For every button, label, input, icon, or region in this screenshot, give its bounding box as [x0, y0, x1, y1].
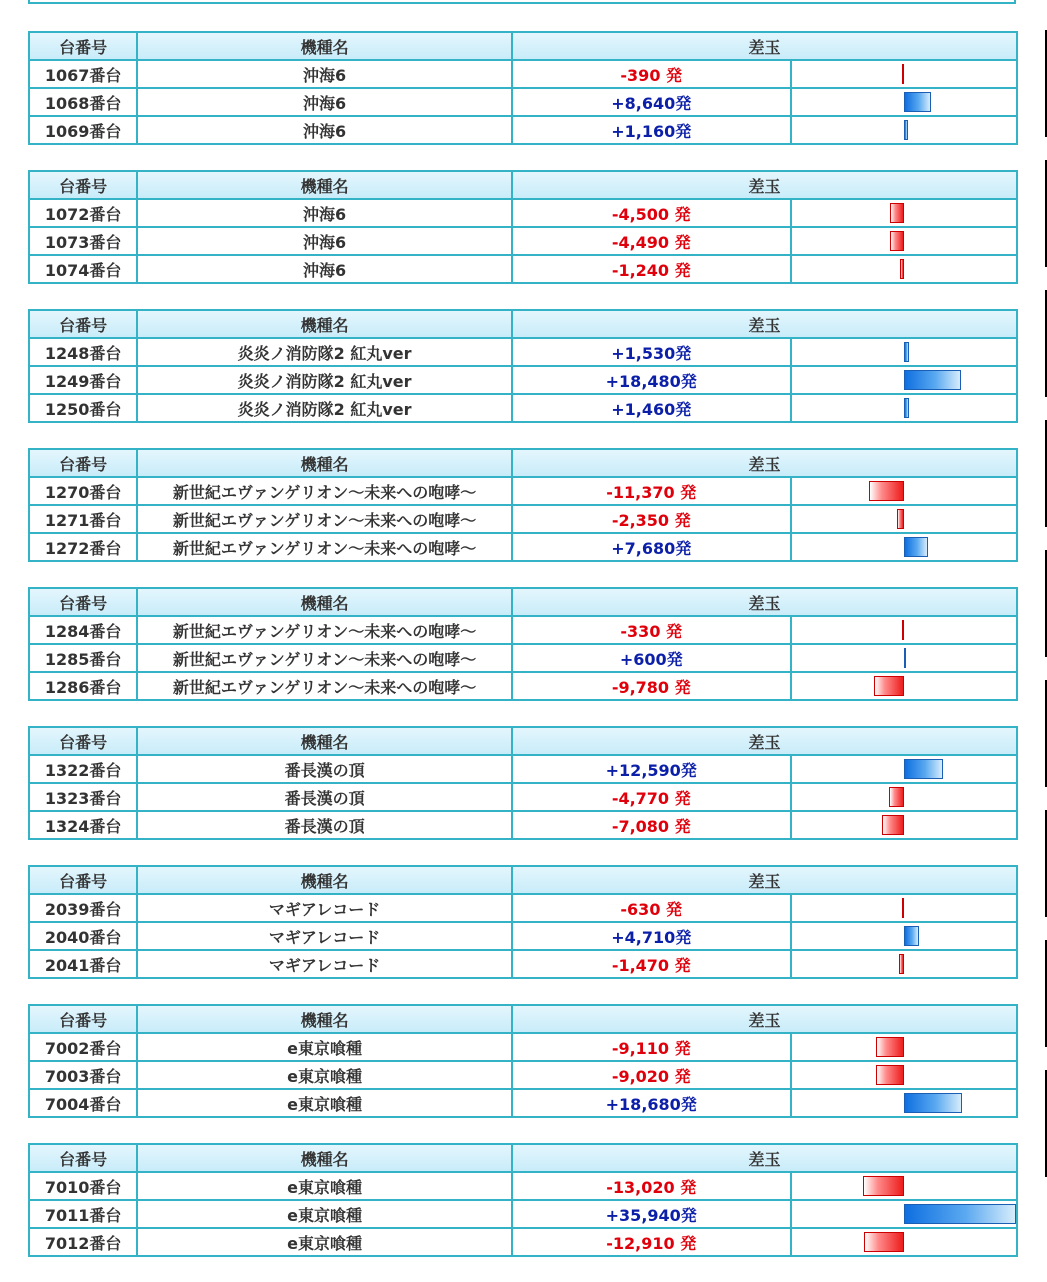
machine-model: 番長漢の頂 [137, 783, 512, 811]
diff-value [512, 811, 791, 839]
machine-model: 沖海6 [137, 60, 512, 88]
diff-value [512, 1200, 791, 1228]
diff-bar-cell [791, 227, 1018, 255]
machine-model: 沖海6 [137, 199, 512, 227]
machine-number: 1073番台 [29, 227, 137, 255]
diff-number: +1,160 [611, 121, 676, 141]
table-row [29, 1089, 1017, 1117]
diff-bar-positive [904, 92, 931, 112]
machine-model: 新世紀エヴァンゲリオン～未来への咆哮～ [137, 505, 512, 533]
header-diff: 差玉 [512, 866, 1017, 894]
diff-bar-positive [904, 759, 943, 779]
diff-bar-cell [791, 394, 1018, 422]
machine-model: 炎炎ノ消防隊2 紅丸ver [137, 394, 512, 422]
diff-value [512, 950, 791, 978]
diff-value [512, 1061, 791, 1089]
header-number: 台番号 [29, 1144, 137, 1172]
table-row [29, 922, 1017, 950]
table-row [29, 672, 1017, 700]
machine-model: 沖海6 [137, 227, 512, 255]
header-number: 台番号 [29, 449, 137, 477]
table-row [29, 60, 1017, 88]
diff-unit: 発 [669, 677, 691, 697]
diff-number: -12,910 [606, 1233, 675, 1253]
table-row [29, 1172, 1017, 1200]
diff-unit: 発 [674, 482, 697, 502]
machine-model: e東京喰種 [137, 1172, 512, 1200]
header-diff: 差玉 [512, 171, 1017, 199]
diff-bar-positive [904, 370, 961, 390]
diff-bar-negative [863, 1176, 904, 1196]
machine-number: 1323番台 [29, 783, 137, 811]
machine-number: 1271番台 [29, 505, 137, 533]
diff-bar-positive [904, 398, 909, 418]
diff-value [512, 255, 791, 283]
diff-bar-cell [791, 1200, 1018, 1228]
diff-bar-negative [869, 481, 904, 501]
diff-number: +8,640 [611, 93, 676, 113]
diff-bar-cell [791, 755, 1018, 783]
machine-model: マギアレコード [137, 894, 512, 922]
header-number: 台番号 [29, 1005, 137, 1033]
diff-unit: 発 [675, 399, 692, 419]
diff-unit: 発 [680, 1205, 697, 1225]
machine-number: 2039番台 [29, 894, 137, 922]
table-row [29, 88, 1017, 116]
diff-number: -1,470 [611, 955, 670, 975]
header-number: 台番号 [29, 32, 137, 60]
diff-number: -11,370 [606, 482, 675, 502]
diff-bar-cell [791, 533, 1018, 561]
previous-table-bottom-edge [28, 0, 1016, 4]
diff-bar-negative [900, 259, 904, 279]
diff-bar-cell [791, 672, 1018, 700]
diff-bar-negative [899, 954, 904, 974]
machine-group-table [28, 865, 1018, 979]
header-row [29, 310, 1017, 338]
table-row [29, 116, 1017, 144]
diff-bar-cell [791, 338, 1018, 366]
machine-model: マギアレコード [137, 950, 512, 978]
table-row [29, 255, 1017, 283]
diff-value [512, 1033, 791, 1061]
header-diff: 差玉 [512, 588, 1017, 616]
diff-number: +1,460 [611, 399, 676, 419]
diff-unit: 発 [669, 1038, 691, 1058]
diff-bar-cell [791, 1033, 1018, 1061]
diff-number: +4,710 [611, 927, 676, 947]
diff-value [512, 60, 791, 88]
header-model: 機種名 [137, 1144, 512, 1172]
machine-group-table [28, 587, 1018, 701]
machine-model: 新世紀エヴァンゲリオン～未来への咆哮～ [137, 477, 512, 505]
diff-unit: 発 [660, 899, 683, 919]
diff-number: -4,500 [611, 204, 670, 224]
diff-number: +12,590 [605, 760, 681, 780]
diff-unit: 発 [674, 1177, 697, 1197]
diff-number: -9,780 [611, 677, 670, 697]
diff-number: +18,480 [605, 371, 681, 391]
header-diff: 差玉 [512, 449, 1017, 477]
diff-value [512, 116, 791, 144]
table-row [29, 644, 1017, 672]
diff-number: +1,530 [611, 343, 676, 363]
diff-value [512, 366, 791, 394]
diff-value [512, 227, 791, 255]
header-diff: 差玉 [512, 310, 1017, 338]
machine-number: 1324番台 [29, 811, 137, 839]
diff-unit: 発 [669, 510, 691, 530]
diff-bar-cell [791, 116, 1018, 144]
machine-model: e東京喰種 [137, 1033, 512, 1061]
header-diff: 差玉 [512, 1144, 1017, 1172]
machine-model: 炎炎ノ消防隊2 紅丸ver [137, 366, 512, 394]
machine-model: 番長漢の頂 [137, 811, 512, 839]
header-number: 台番号 [29, 727, 137, 755]
machine-number: 1067番台 [29, 60, 137, 88]
diff-bar-negative [897, 509, 904, 529]
diff-unit: 発 [675, 343, 692, 363]
machine-number: 7004番台 [29, 1089, 137, 1117]
diff-value [512, 338, 791, 366]
diff-bar-positive [904, 120, 908, 140]
diff-number: -9,110 [611, 1038, 670, 1058]
diff-bar-cell [791, 811, 1018, 839]
diff-value [512, 644, 791, 672]
machine-group-table [28, 170, 1018, 284]
diff-value [512, 477, 791, 505]
machine-number: 7011番台 [29, 1200, 137, 1228]
diff-number: +7,680 [611, 538, 676, 558]
diff-bar-negative [902, 898, 904, 918]
header-model: 機種名 [137, 32, 512, 60]
machine-group-table [28, 1004, 1018, 1118]
diff-value [512, 755, 791, 783]
table-row [29, 199, 1017, 227]
diff-bar-cell [791, 366, 1018, 394]
diff-value [512, 894, 791, 922]
machine-number: 1286番台 [29, 672, 137, 700]
machine-group-table [28, 448, 1018, 562]
table-row [29, 950, 1017, 978]
diff-value [512, 1089, 791, 1117]
diff-unit: 発 [669, 204, 691, 224]
header-row [29, 171, 1017, 199]
diff-bar-cell [791, 616, 1018, 644]
diff-unit: 発 [675, 927, 692, 947]
diff-unit: 発 [680, 371, 697, 391]
diff-unit: 発 [675, 93, 692, 113]
diff-bar-positive [904, 926, 919, 946]
table-row [29, 755, 1017, 783]
table-row [29, 477, 1017, 505]
machine-model: e東京喰種 [137, 1200, 512, 1228]
diff-number: +35,940 [605, 1205, 681, 1225]
diff-number: -7,080 [611, 816, 670, 836]
machine-number: 1272番台 [29, 533, 137, 561]
diff-bar-cell [791, 255, 1018, 283]
diff-bar-cell [791, 88, 1018, 116]
diff-bar-negative [876, 1065, 904, 1085]
diff-bar-cell [791, 1172, 1018, 1200]
diff-bar-cell [791, 477, 1018, 505]
machine-number: 1249番台 [29, 366, 137, 394]
table-row [29, 533, 1017, 561]
diff-unit: 発 [674, 1233, 697, 1253]
diff-number: -330 [620, 621, 661, 641]
diff-number: -630 [620, 899, 661, 919]
diff-unit: 発 [666, 649, 683, 669]
diff-bar-negative [902, 620, 904, 640]
diff-value [512, 533, 791, 561]
diff-bar-positive [904, 1204, 1016, 1224]
header-model: 機種名 [137, 449, 512, 477]
header-row [29, 1005, 1017, 1033]
diff-bar-negative [890, 231, 904, 251]
diff-unit: 発 [660, 65, 683, 85]
diff-bar-negative [876, 1037, 904, 1057]
header-model: 機種名 [137, 171, 512, 199]
diff-value [512, 1172, 791, 1200]
diff-bar-negative [864, 1232, 904, 1252]
table-row [29, 338, 1017, 366]
header-model: 機種名 [137, 1005, 512, 1033]
diff-bar-cell [791, 60, 1018, 88]
diff-number: -4,770 [611, 788, 670, 808]
table-row [29, 366, 1017, 394]
machine-number: 1069番台 [29, 116, 137, 144]
machine-model: 新世紀エヴァンゲリオン～未来への咆哮～ [137, 644, 512, 672]
diff-value [512, 199, 791, 227]
diff-unit: 発 [669, 260, 691, 280]
machine-model: 新世紀エヴァンゲリオン～未来への咆哮～ [137, 533, 512, 561]
machine-model: 番長漢の頂 [137, 755, 512, 783]
table-row [29, 1200, 1017, 1228]
diff-bar-cell [791, 1228, 1018, 1256]
header-diff: 差玉 [512, 1005, 1017, 1033]
diff-unit: 発 [669, 232, 691, 252]
machine-number: 7012番台 [29, 1228, 137, 1256]
diff-bar-cell [791, 1061, 1018, 1089]
diff-unit: 発 [669, 1066, 691, 1086]
header-number: 台番号 [29, 588, 137, 616]
machine-number: 1074番台 [29, 255, 137, 283]
diff-number: +600 [619, 649, 667, 669]
diff-number: -9,020 [611, 1066, 670, 1086]
machine-model: 新世紀エヴァンゲリオン～未来への咆哮～ [137, 672, 512, 700]
diff-number: -13,020 [606, 1177, 675, 1197]
header-model: 機種名 [137, 588, 512, 616]
header-row [29, 449, 1017, 477]
header-number: 台番号 [29, 866, 137, 894]
table-row [29, 894, 1017, 922]
machine-model: e東京喰種 [137, 1061, 512, 1089]
header-diff: 差玉 [512, 727, 1017, 755]
machine-group-table [28, 31, 1018, 145]
header-row [29, 1144, 1017, 1172]
diff-bar-cell [791, 783, 1018, 811]
header-model: 機種名 [137, 727, 512, 755]
machine-group-table [28, 726, 1018, 840]
diff-value [512, 394, 791, 422]
diff-bar-cell [791, 922, 1018, 950]
diff-unit: 発 [669, 788, 691, 808]
header-model: 機種名 [137, 310, 512, 338]
diff-bar-positive [904, 342, 909, 362]
machine-group-table [28, 309, 1018, 423]
diff-unit: 発 [680, 760, 697, 780]
diff-bar-positive [904, 648, 906, 668]
machine-model: 沖海6 [137, 88, 512, 116]
diff-bar-cell [791, 1089, 1018, 1117]
machine-number: 7002番台 [29, 1033, 137, 1061]
diff-number: -1,240 [611, 260, 670, 280]
machine-model: e東京喰種 [137, 1228, 512, 1256]
diff-number: -4,490 [611, 232, 670, 252]
header-row [29, 727, 1017, 755]
table-row [29, 811, 1017, 839]
diff-bar-cell [791, 199, 1018, 227]
diff-value [512, 616, 791, 644]
diff-unit: 発 [675, 538, 692, 558]
diff-value [512, 505, 791, 533]
machine-model: 新世紀エヴァンゲリオン～未来への咆哮～ [137, 616, 512, 644]
machine-number: 1250番台 [29, 394, 137, 422]
header-diff: 差玉 [512, 32, 1017, 60]
diff-unit: 発 [680, 1094, 697, 1114]
machine-model: マギアレコード [137, 922, 512, 950]
table-row [29, 1228, 1017, 1256]
table-row [29, 783, 1017, 811]
diff-bar-positive [904, 1093, 962, 1113]
machine-number: 1322番台 [29, 755, 137, 783]
diff-unit: 発 [675, 121, 692, 141]
machine-number: 1270番台 [29, 477, 137, 505]
machine-number: 7010番台 [29, 1172, 137, 1200]
diff-number: -2,350 [611, 510, 670, 530]
table-row [29, 394, 1017, 422]
diff-number: +18,680 [605, 1094, 681, 1114]
header-row [29, 588, 1017, 616]
machine-number: 1248番台 [29, 338, 137, 366]
machine-model: 炎炎ノ消防隊2 紅丸ver [137, 338, 512, 366]
diff-bar-negative [874, 676, 904, 696]
diff-value [512, 88, 791, 116]
diff-value [512, 922, 791, 950]
machine-number: 1068番台 [29, 88, 137, 116]
diff-bar-negative [902, 64, 904, 84]
diff-unit: 発 [660, 621, 683, 641]
header-number: 台番号 [29, 171, 137, 199]
machine-number: 2041番台 [29, 950, 137, 978]
table-row [29, 505, 1017, 533]
diff-value [512, 1228, 791, 1256]
diff-bar-positive [904, 537, 928, 557]
diff-bar-cell [791, 894, 1018, 922]
machine-number: 1285番台 [29, 644, 137, 672]
machine-model: 沖海6 [137, 255, 512, 283]
table-row [29, 616, 1017, 644]
diff-number: -390 [620, 65, 661, 85]
diff-bar-negative [882, 815, 904, 835]
header-row [29, 866, 1017, 894]
table-row [29, 227, 1017, 255]
machine-number: 7003番台 [29, 1061, 137, 1089]
diff-bar-negative [889, 787, 904, 807]
machine-group-table [28, 1143, 1018, 1257]
machine-model: 沖海6 [137, 116, 512, 144]
diff-bar-cell [791, 505, 1018, 533]
diff-value [512, 672, 791, 700]
machine-number: 1284番台 [29, 616, 137, 644]
machine-number: 2040番台 [29, 922, 137, 950]
diff-unit: 発 [669, 955, 691, 975]
header-number: 台番号 [29, 310, 137, 338]
diff-bar-cell [791, 644, 1018, 672]
header-model: 機種名 [137, 866, 512, 894]
machine-groups [28, 31, 1018, 1282]
machine-number: 1072番台 [29, 199, 137, 227]
machine-model: e東京喰種 [137, 1089, 512, 1117]
diff-value [512, 783, 791, 811]
table-row [29, 1061, 1017, 1089]
diff-bar-negative [890, 203, 904, 223]
diff-unit: 発 [669, 816, 691, 836]
table-row [29, 1033, 1017, 1061]
diff-bar-cell [791, 950, 1018, 978]
header-row [29, 32, 1017, 60]
